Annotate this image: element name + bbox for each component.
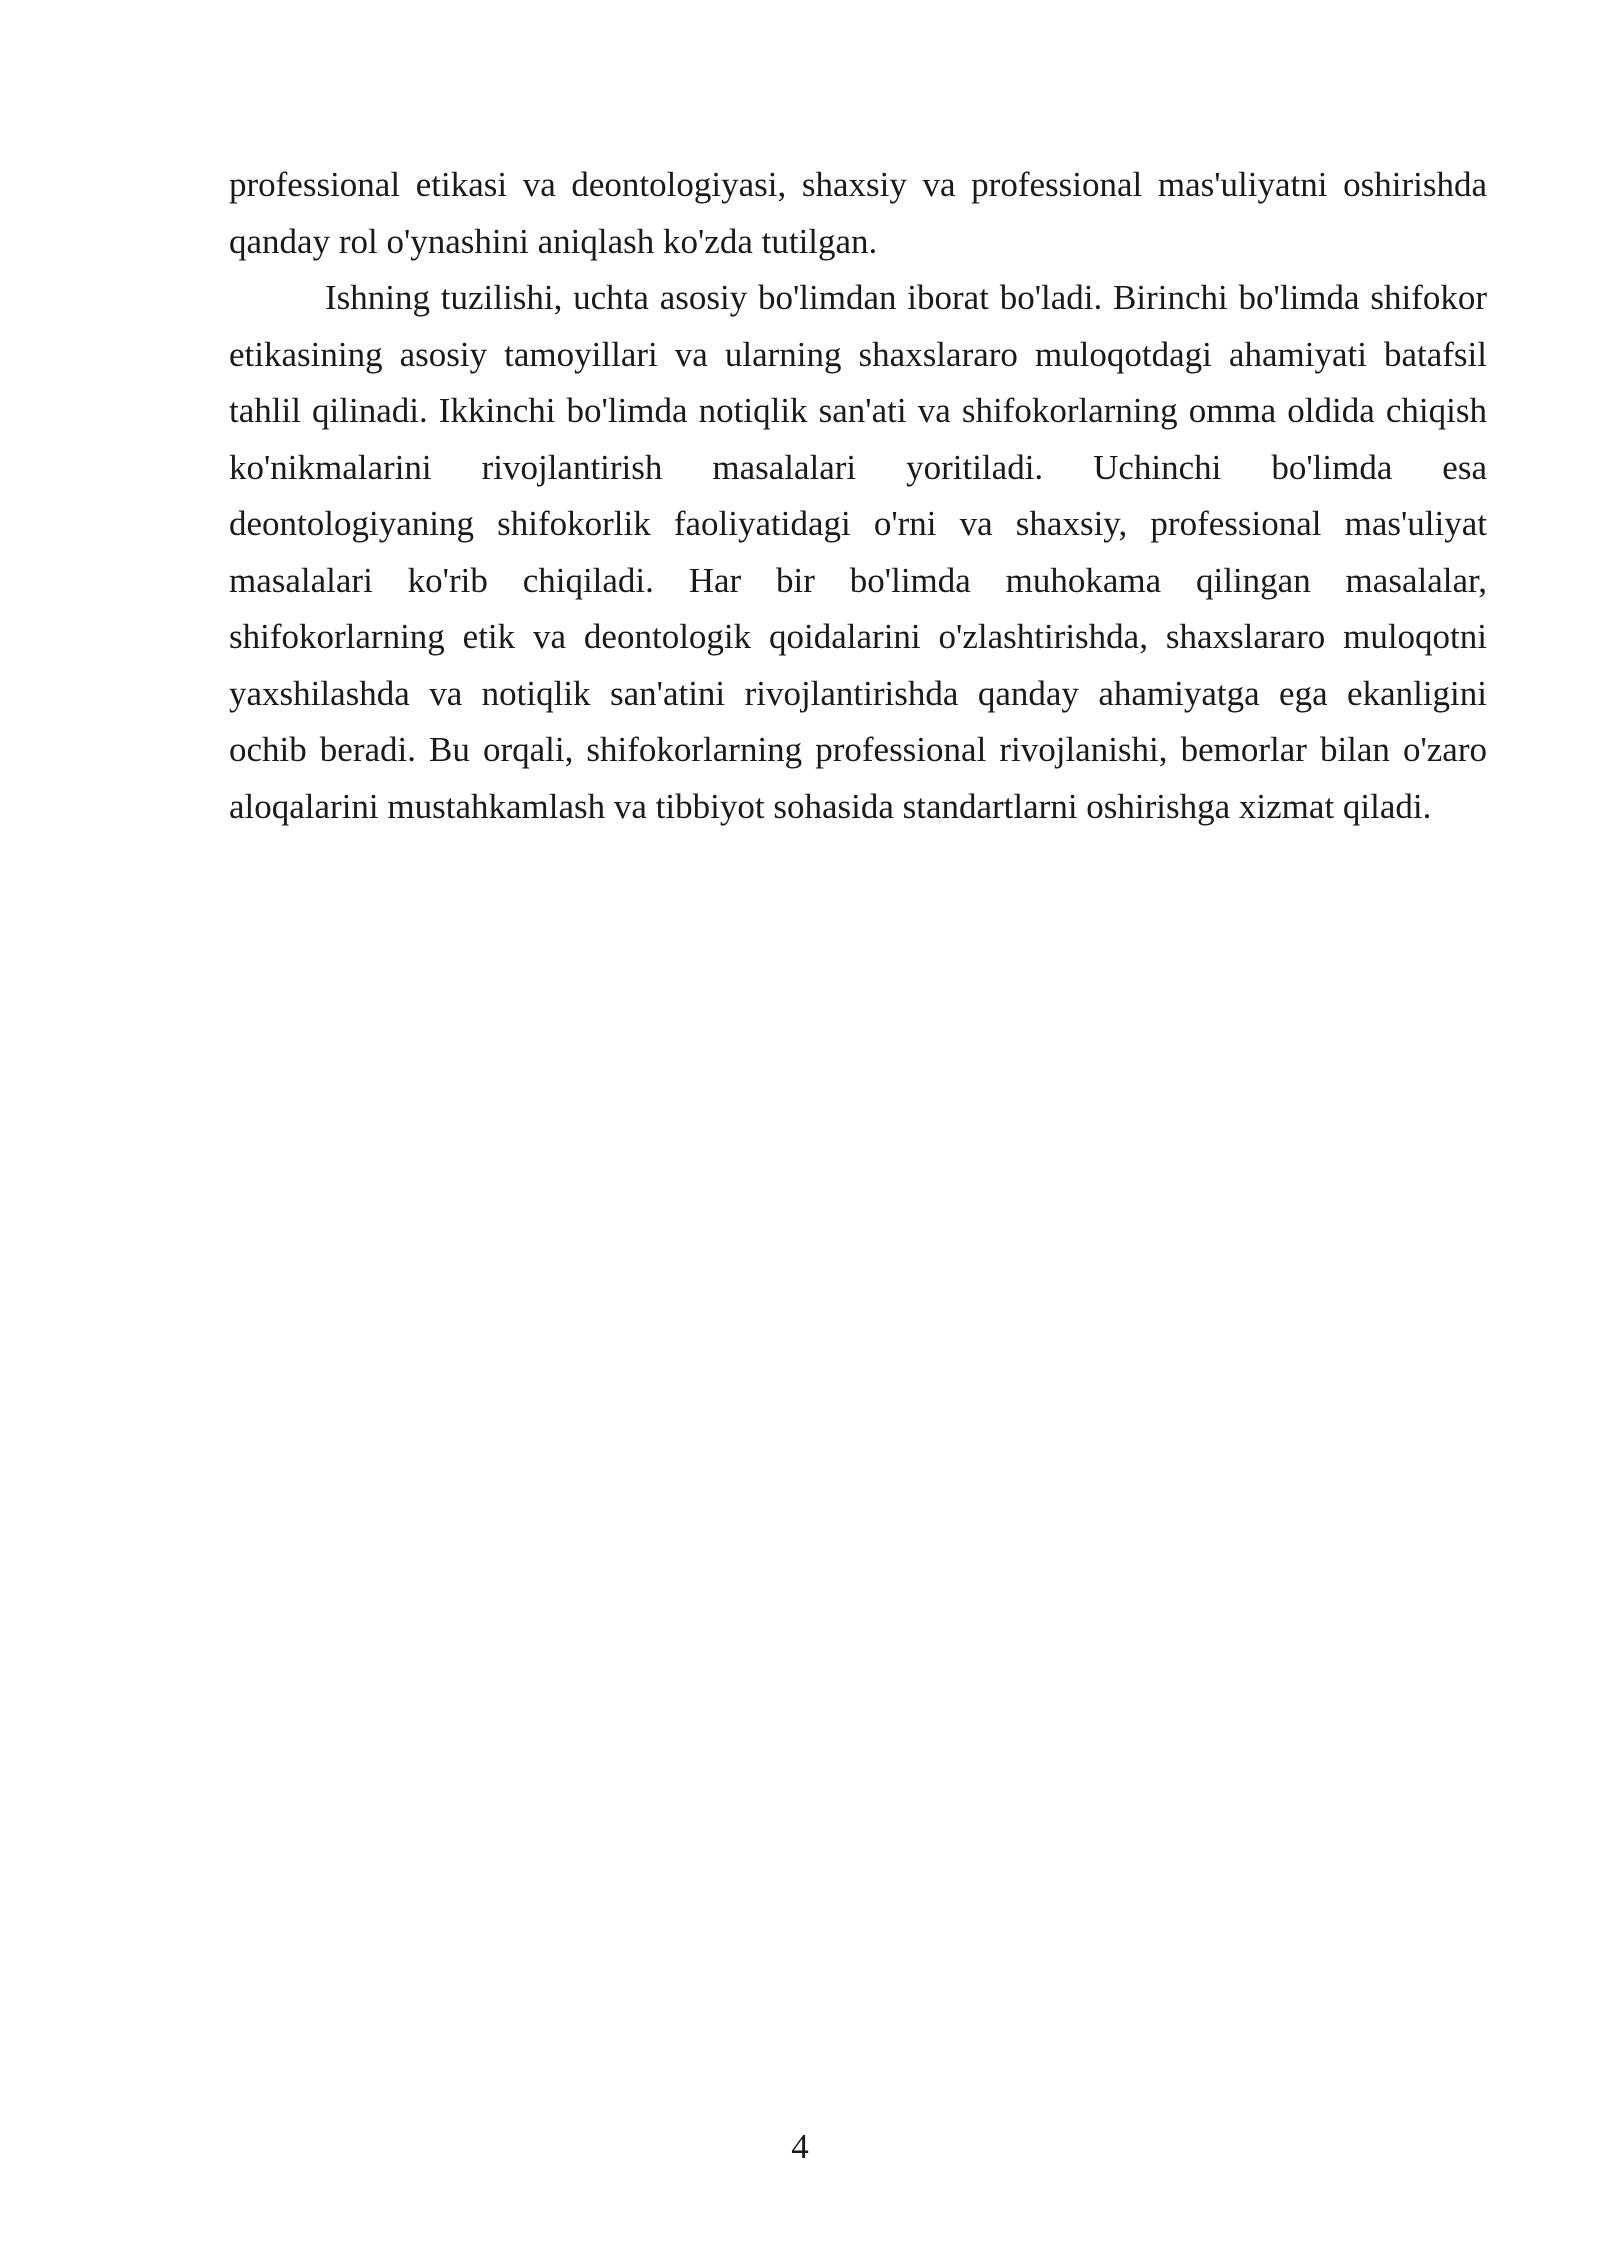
- body-text: [229, 157, 1487, 835]
- page-number: 4: [791, 2127, 809, 2166]
- paragraph-continuation: professional etikasi va deontologiyasi, shaxsiy va professional mas'uliyatni oshirishda qanday rol o'ynashini aniqlash ko'zda tutilgan.: [229, 165, 1487, 261]
- paragraph-structure: Ishning tuzilishi, uchta asosiy bo'limdan iborat bo'ladi. Birinchi bo'limda shifokor etikasining asosiy tamoyillari va ularning shaxslararo muloqotdagi ahamiyati batafsil tahlil qilinadi. Ikkinchi bo'limda notiqlik san'ati va shifokorlarning omma oldida chiqish ko'nikmalarini rivojlantirish masalalari yoritiladi. Uchinchi bo'limda esa deontologiyaning shifokorlik faoliyatidagi o'rni va shaxsiy, professional mas'uliyat masalalari ko'rib chiqiladi. Har bir bo'limda muhokama qilingan masalalar, shifokorlarning etik va deontologik qoidalarini o'zlashtirishda, shaxslararo muloqotni yaxshilashda va notiqlik san'atini rivojlantirishda qanday ahamiyatga ega ekanligini ochib beradi. Bu orqali, shifokorlarning professional rivojlanishi, bemorlar bilan o'zaro aloqalarini mustahkamlash va tibbiyot sohasida standartlarni oshirishga xizmat qiladi.: [229, 278, 1487, 826]
